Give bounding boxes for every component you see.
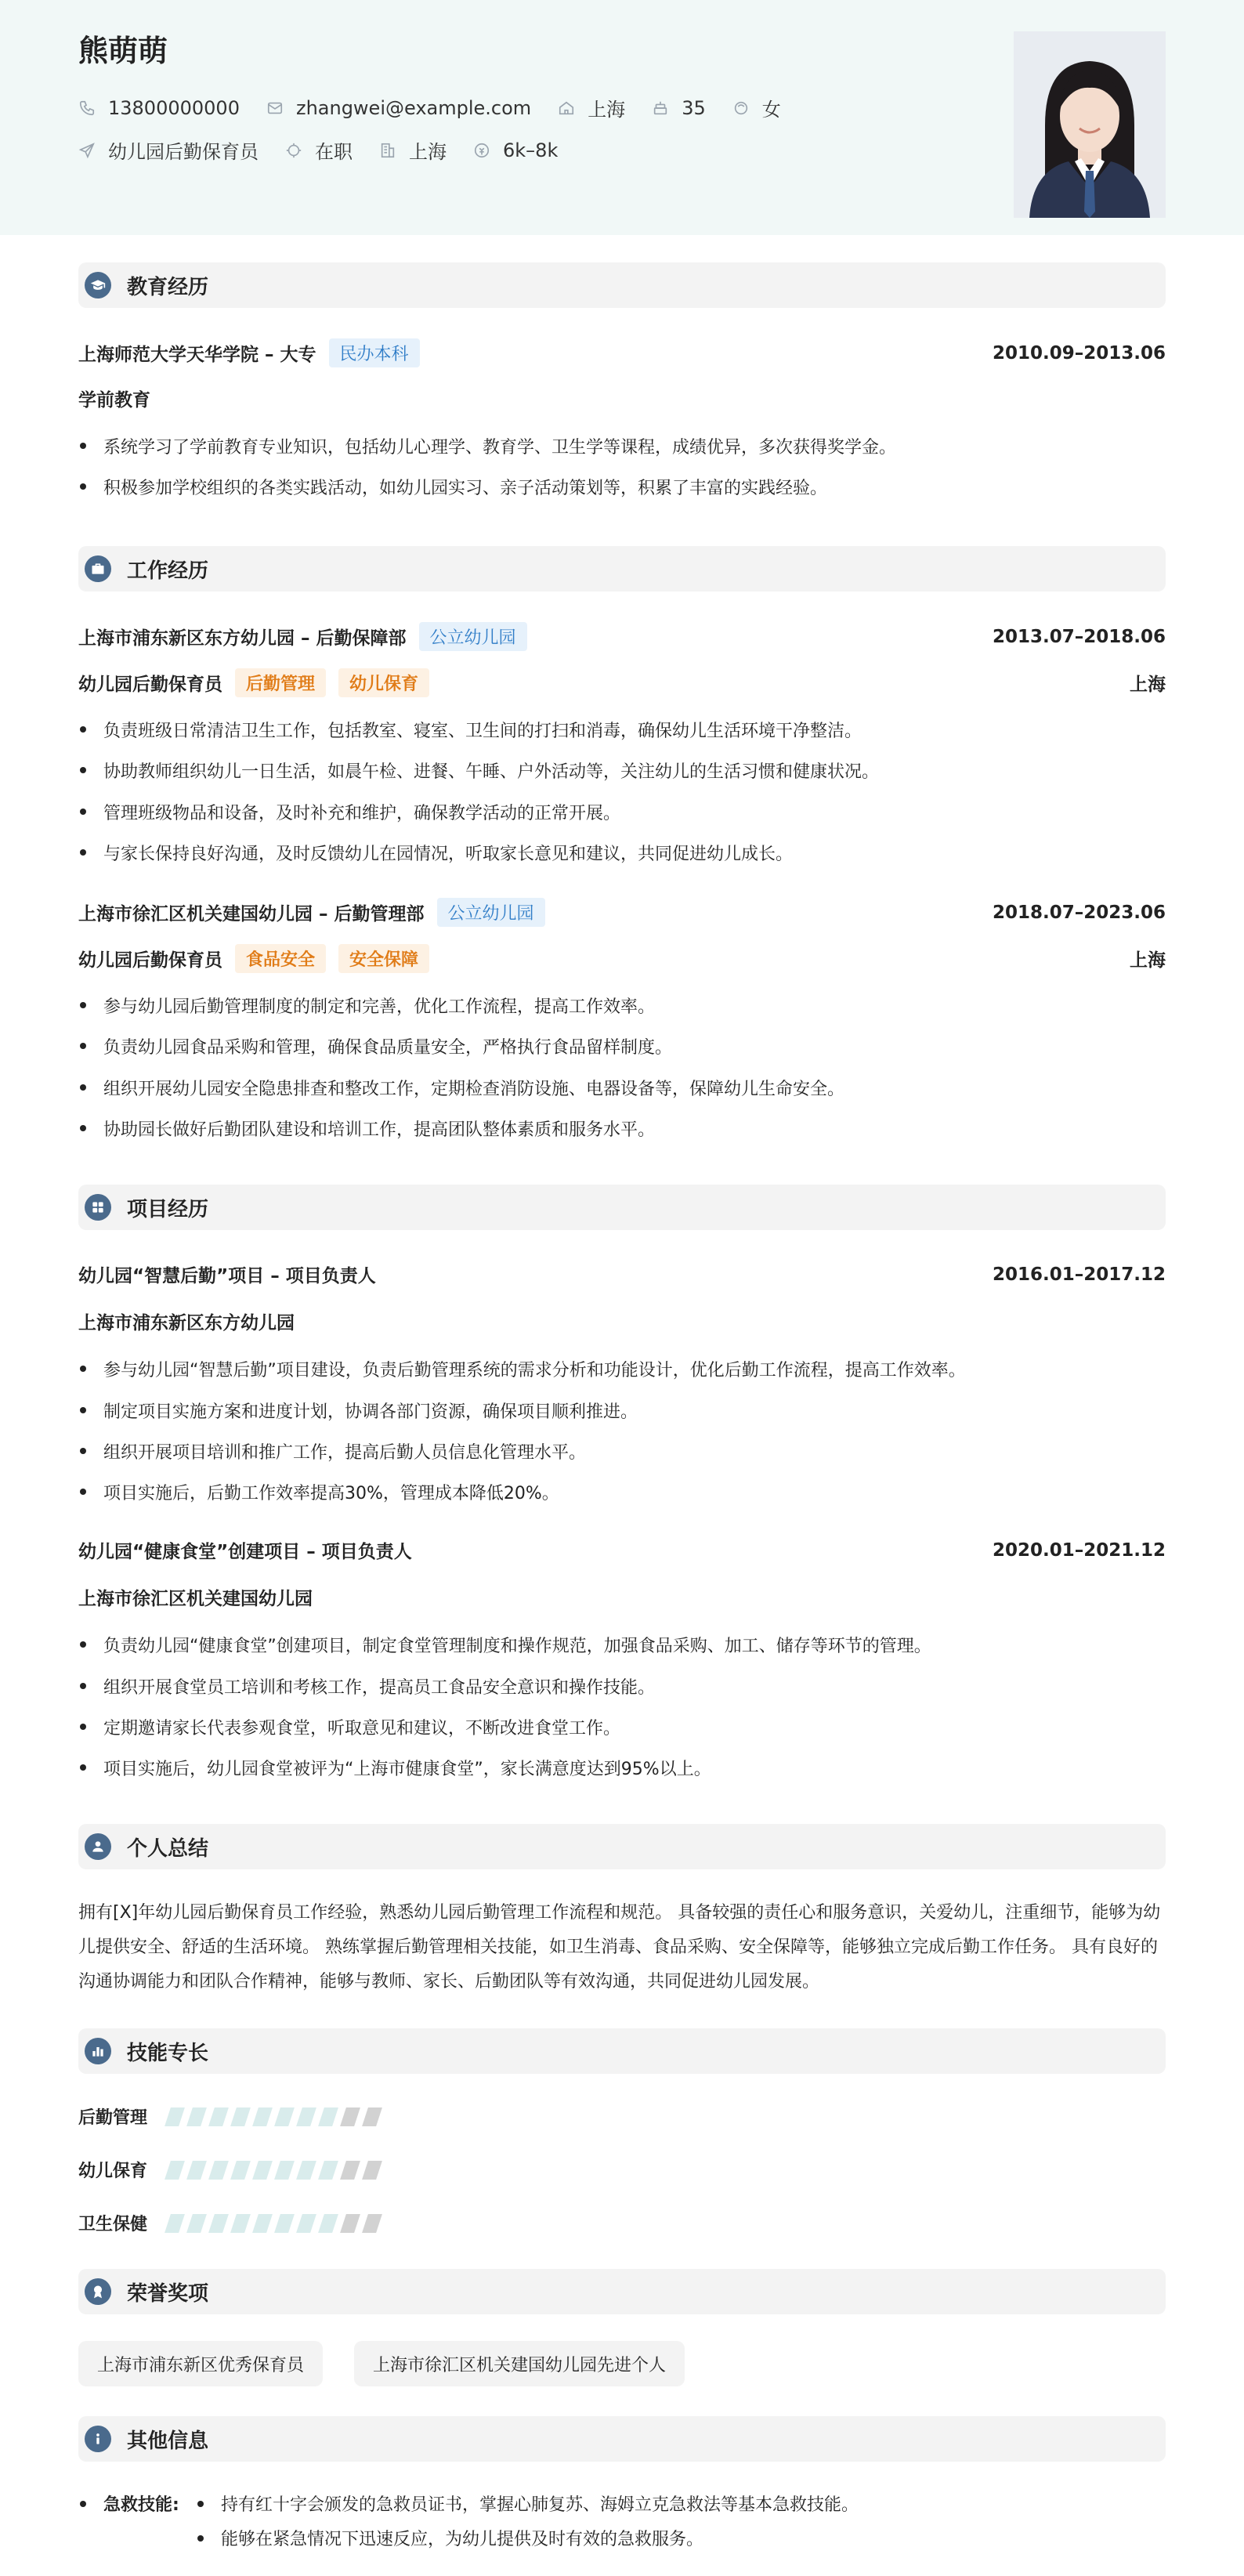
user-icon <box>85 1833 111 1860</box>
section-header-work <box>78 546 1166 592</box>
work-role-row <box>78 944 1166 973</box>
skill-segment-filled <box>252 2214 273 2233</box>
list-item: 项目实施后，后勤工作效率提高30%，管理成本降低20%。 <box>78 1480 1166 1504</box>
job-intent-row <box>78 136 584 164</box>
list-item: 制定项目实施方案和进度计划，协调各部门资源，确保项目顺利推进。 <box>78 1398 1166 1423</box>
skill-segment-empty <box>340 2107 360 2126</box>
project-entry-header <box>78 1537 1166 1563</box>
list-item: 参与幼儿园“智慧后勤”项目建设，负责后勤管理系统的需求分析和功能设计，优化后勤工作流程，提高工作效率。 <box>78 1357 1166 1381</box>
project-entry-header <box>78 1261 1166 1287</box>
skill-segment-filled <box>208 2161 229 2180</box>
skill-row <box>78 2104 147 2129</box>
list-item: 持有红十字会颁发的急救员证书，掌握心肺复苏、海姆立克急救法等基本急救技能。 <box>221 2495 859 2515</box>
profile-photo <box>1014 31 1166 218</box>
email-item <box>266 97 531 119</box>
list-item: 组织开展项目培训和推广工作，提高后勤人员信息化管理水平。 <box>78 1439 1166 1463</box>
education-major-row <box>78 385 1166 411</box>
graduation-cap-icon <box>85 272 111 298</box>
list-item: 项目实施后，幼儿园食堂被评为“上海市健康食堂”，家长满意度达到95%以上。 <box>78 1756 1166 1780</box>
skill-segment-filled <box>318 2107 338 2126</box>
list-item: 协助园长做好后勤团队建设和培训工作，提高团队整体素质和服务水平。 <box>78 1116 1166 1141</box>
skill-segment-filled <box>208 2214 229 2233</box>
company-type-badge: 公立幼儿园 <box>437 898 545 927</box>
skill-segment-filled <box>318 2161 338 2180</box>
section-title: 技能专长 <box>127 2041 209 2065</box>
work-city: 上海 <box>1130 950 1166 971</box>
award-chip: 上海市徐汇区机关建国幼儿园先进个人 <box>354 2341 685 2386</box>
skill-level-bar <box>168 2161 387 2180</box>
work-entry-header <box>78 622 1166 651</box>
company-name: 上海市徐汇区机关建国幼儿园 – 后勤管理部 <box>78 904 425 924</box>
status-icon <box>285 142 302 159</box>
skill-segment-filled <box>165 2214 185 2233</box>
skill-segment-empty <box>340 2214 360 2233</box>
project-name: 幼儿园“健康食堂”创建项目 – 项目负责人 <box>78 1542 412 1562</box>
section-header-education <box>78 262 1166 308</box>
target-job-item <box>78 136 259 164</box>
skill-segment-empty <box>362 2107 382 2126</box>
skill-segment-filled <box>318 2214 338 2233</box>
section-header-other <box>78 2416 1166 2462</box>
salary-text: 6k–8k <box>503 139 559 161</box>
profile-header <box>0 0 1244 235</box>
location-item <box>558 94 625 121</box>
list-item: 管理班级物品和设备，及时补充和维护，确保教学活动的正常开展。 <box>78 800 1166 824</box>
status-item <box>285 136 353 164</box>
skill-level-bar <box>168 2214 387 2233</box>
bullet-dot <box>197 2535 204 2542</box>
section-title: 教育经历 <box>127 275 209 299</box>
project-org: 上海市徐汇区机关建国幼儿园 <box>78 1589 313 1609</box>
salary-item <box>473 139 558 161</box>
list-item: 负责幼儿园食品采购和管理，确保食品质量安全，严格执行食品留样制度。 <box>78 1034 1166 1058</box>
work-city: 上海 <box>1130 675 1166 695</box>
list-item: 定期邀请家长代表参观食堂，听取意见和建议，不断改进食堂工作。 <box>78 1715 1166 1739</box>
phone-item <box>78 97 240 119</box>
section-header-skills <box>78 2028 1166 2074</box>
summary-text: 拥有[X]年幼儿园后勤保育员工作经验，熟悉幼儿园后勤管理工作流程和规范。 具备较强的责任心和服务意识，关爱幼儿，注重细节，能够为幼儿提供安全、舒适的生活环境。 熟练掌握后勤管理相关技能，如卫生消毒、食品采购、安全保障等，能够独立完成后勤工作任务。 具有良好的沟通协调能力和团队合作精神，能够与教师、家长、后勤团队等有效沟通，共同促进幼儿园发展。 <box>78 1903 1161 1992</box>
skill-name: 卫生保健 <box>78 2215 148 2234</box>
list-item: 与家长保持良好沟通，及时反馈幼儿在园情况，听取家长意见和建议，共同促进幼儿成长。 <box>78 841 1166 865</box>
list-item: 组织开展食堂员工培训和考核工作，提高员工食品安全意识和操作技能。 <box>78 1674 1166 1699</box>
skill-segment-filled <box>252 2161 273 2180</box>
portrait-avatar <box>1014 31 1166 218</box>
skill-segment-filled <box>230 2161 251 2180</box>
skill-segment-filled <box>230 2107 251 2126</box>
skill-segment-filled <box>296 2107 316 2126</box>
medal-icon <box>85 2278 111 2305</box>
section-title: 荣誉奖项 <box>127 2281 209 2306</box>
skill-segment-filled <box>208 2107 229 2126</box>
project-org-row <box>78 1308 1166 1334</box>
skill-segment-filled <box>230 2214 251 2233</box>
section-header-projects <box>78 1185 1166 1230</box>
skill-level-bar <box>168 2107 387 2126</box>
role-tag: 食品安全 <box>235 944 326 973</box>
send-icon <box>78 142 96 159</box>
school-name: 上海师范大学天华学院 – 大专 <box>78 345 316 365</box>
bullet-dot <box>197 2501 204 2507</box>
phone-icon <box>78 99 96 117</box>
profile-name: 熊萌萌 <box>78 34 168 68</box>
work-date: 2018.07–2023.06 <box>992 902 1166 923</box>
skill-segment-filled <box>165 2107 185 2126</box>
skill-segment-filled <box>274 2214 295 2233</box>
gender-text: 女 <box>761 99 781 121</box>
skill-segment-filled <box>165 2161 185 2180</box>
list-item: 能够在紧急情况下迅速反应，为幼儿提供及时有效的急救服务。 <box>221 2530 704 2549</box>
coin-icon <box>473 142 490 159</box>
section-header-awards <box>78 2269 1166 2314</box>
list-item: 积极参加学校组织的各类实践活动，如幼儿园实习、亲子活动策划等，积累了丰富的实践经验。 <box>78 475 1166 499</box>
gender-icon <box>732 99 750 117</box>
skill-segment-filled <box>186 2161 207 2180</box>
skill-segment-empty <box>340 2161 360 2180</box>
home-icon <box>558 99 575 117</box>
age-icon <box>652 99 669 117</box>
skill-segment-filled <box>274 2107 295 2126</box>
skill-segment-empty <box>362 2214 382 2233</box>
job-role: 幼儿园后勤保育员 <box>78 950 222 971</box>
phone-text: 13800000000 <box>108 96 240 119</box>
project-org: 上海市浦东新区东方幼儿园 <box>78 1313 295 1333</box>
work-date: 2013.07–2018.06 <box>992 626 1166 647</box>
project-date: 2016.01–2017.12 <box>992 1264 1166 1285</box>
major: 学前教育 <box>78 390 150 411</box>
mail-icon <box>266 99 284 117</box>
location-text: 上海 <box>588 99 626 121</box>
age-item <box>652 97 706 119</box>
skill-segment-filled <box>296 2214 316 2233</box>
section-header-summary <box>78 1824 1166 1869</box>
skill-segment-filled <box>296 2161 316 2180</box>
other-label: 急救技能: <box>103 2495 179 2515</box>
project-date: 2020.01–2021.12 <box>992 1539 1166 1561</box>
list-item: 负责班级日常清洁卫生工作，包括教室、寝室、卫生间的打扫和消毒，确保幼儿生活环境干净整洁。 <box>78 718 1166 742</box>
company-name: 上海市浦东新区东方幼儿园 – 后勤保障部 <box>78 628 407 649</box>
award-chip: 上海市浦东新区优秀保育员 <box>78 2341 323 2386</box>
target-job-text: 幼儿园后勤保育员 <box>108 141 259 163</box>
bar-chart-icon <box>85 2038 111 2064</box>
role-tag: 后勤管理 <box>235 668 326 697</box>
work-role-row <box>78 668 1166 697</box>
target-city-item <box>379 136 447 164</box>
skill-segment-filled <box>186 2107 207 2126</box>
section-title: 个人总结 <box>127 1836 209 1861</box>
age-text: 35 <box>682 96 706 119</box>
section-title: 工作经历 <box>127 559 209 583</box>
skill-segment-filled <box>274 2161 295 2180</box>
building-icon <box>379 142 396 159</box>
list-item: 协助教师组织幼儿一日生活，如晨午检、进餐、午睡、户外活动等，关注幼儿的生活习惯和健康状况。 <box>78 758 1166 783</box>
skill-segment-empty <box>362 2161 382 2180</box>
target-city-text: 上海 <box>409 141 447 163</box>
section-title: 其他信息 <box>127 2429 209 2453</box>
role-tag: 安全保障 <box>338 944 429 973</box>
bullet-dot <box>80 2501 86 2507</box>
grid-icon <box>85 1194 111 1221</box>
contact-row <box>78 94 808 121</box>
email-text: zhangwei@example.com <box>295 96 532 119</box>
project-name: 幼儿园“智慧后勤”项目 – 项目负责人 <box>78 1266 376 1286</box>
education-date: 2010.09–2013.06 <box>992 342 1166 364</box>
job-role: 幼儿园后勤保育员 <box>78 675 222 695</box>
skill-name: 幼儿保育 <box>78 2162 148 2181</box>
status-text: 在职 <box>315 141 353 163</box>
list-item: 组织开展幼儿园安全隐患排查和整改工作，定期检查消防设施、电器设备等，保障幼儿生命安全。 <box>78 1076 1166 1100</box>
skill-row <box>78 2158 147 2182</box>
education-entry-header <box>78 338 1166 367</box>
skill-segment-filled <box>186 2214 207 2233</box>
list-item: 参与幼儿园后勤管理制度的制定和完善，优化工作流程，提高工作效率。 <box>78 993 1166 1018</box>
gender-item <box>732 94 781 121</box>
section-title: 项目经历 <box>127 1197 209 1221</box>
school-type-badge: 民办本科 <box>329 338 420 367</box>
list-item: 系统学习了学前教育专业知识，包括幼儿心理学、教育学、卫生学等课程，成绩优异，多次获得奖学金。 <box>78 434 1166 458</box>
role-tag: 幼儿保育 <box>338 668 429 697</box>
list-item: 负责幼儿园“健康食堂”创建项目，制定食堂管理制度和操作规范，加强食品采购、加工、储存等环节的管理。 <box>78 1633 1166 1657</box>
briefcase-icon <box>85 555 111 582</box>
work-entry-header <box>78 898 1166 927</box>
skill-segment-filled <box>252 2107 273 2126</box>
company-type-badge: 公立幼儿园 <box>419 622 527 651</box>
info-icon <box>85 2426 111 2452</box>
skill-name: 后勤管理 <box>78 2108 148 2128</box>
skill-row <box>78 2211 147 2235</box>
project-org-row <box>78 1584 1166 1610</box>
